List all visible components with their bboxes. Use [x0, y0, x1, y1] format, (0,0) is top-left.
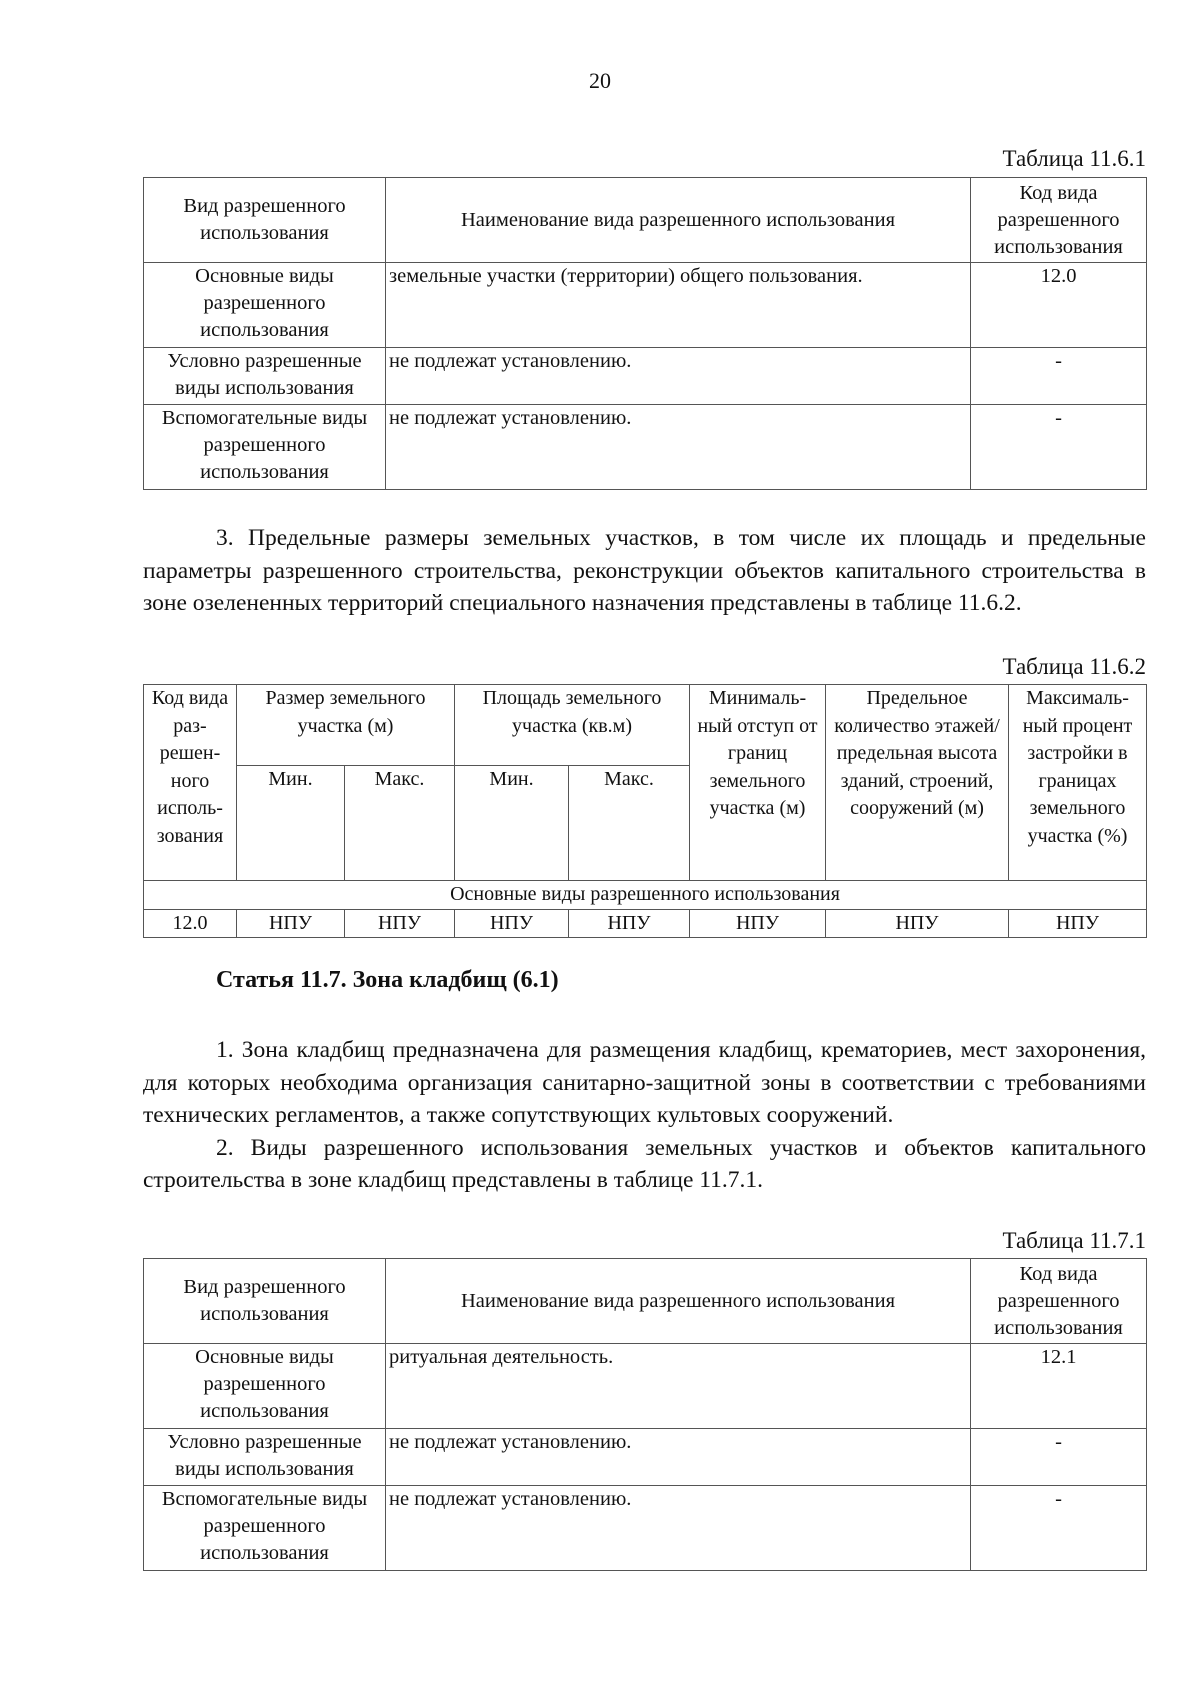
code-cell: - [971, 348, 1147, 405]
header-max: Макс. [345, 766, 455, 881]
section-row [144, 881, 1147, 910]
table-caption: Таблица 11.6.2 [1002, 654, 1146, 679]
value-cell: 12.0 [144, 909, 237, 938]
name-cell: не подлежат установлению. [386, 405, 971, 490]
header-min: Мин. [237, 766, 345, 881]
header-coverage: Максималь-ный процент застройки в границах земельного участка (%) [1009, 685, 1147, 881]
table-header-row [144, 1259, 1147, 1344]
header-area: Площадь земельного участка (кв.м) [455, 685, 690, 766]
kind-cell: Основные виды разрешенного использования [144, 263, 386, 348]
kind-cell: Условно разрешенные виды использования [144, 348, 386, 405]
table-11-6-2 [143, 684, 1147, 938]
value-cell: НПУ [826, 909, 1009, 938]
table-header-row [144, 178, 1147, 263]
header-cell: Код вида разрешенного использования [971, 1259, 1147, 1344]
kind-cell: Вспомогательные виды разрешенного использования [144, 405, 386, 490]
kind-cell: Основные виды разрешенного использования [144, 1344, 386, 1429]
header-cell: Код вида разрешенного использования [971, 178, 1147, 263]
table-row [144, 1486, 1147, 1571]
table-row [144, 263, 1147, 348]
kind-cell: Вспомогательные виды разрешенного использования [144, 1486, 386, 1571]
name-cell: земельные участки (территории) общего пользования. [386, 263, 971, 348]
paragraph-3 [143, 522, 1146, 620]
name-cell: ритуальная деятельность. [386, 1344, 971, 1429]
table-caption: Таблица 11.6.1 [1002, 146, 1146, 171]
name-cell: не подлежат установлению. [386, 1486, 971, 1571]
code-cell: 12.0 [971, 263, 1147, 348]
header-cell: Наименование вида разрешенного использования [386, 178, 971, 263]
code-cell: 12.1 [971, 1344, 1147, 1429]
table-caption: Таблица 11.7.1 [1002, 1228, 1146, 1253]
value-cell: НПУ [690, 909, 826, 938]
header-cell: Наименование вида разрешенного использования [386, 1259, 971, 1344]
header-cell: Вид разрешенного использования [144, 1259, 386, 1344]
code-cell: - [971, 1429, 1147, 1486]
code-cell: - [971, 405, 1147, 490]
header-min: Мин. [455, 766, 569, 881]
value-cell: НПУ [345, 909, 455, 938]
table-row [144, 1429, 1147, 1486]
kind-cell: Условно разрешенные виды использования [144, 1429, 386, 1486]
table-row [144, 1344, 1147, 1429]
table-11-7-1 [143, 1258, 1147, 1571]
header-code: Код вида раз-решен-ного исполь-зования [144, 685, 237, 881]
table-row [144, 348, 1147, 405]
paragraph-1: 1. Зона кладбищ предназначена для размещения кладбищ, крематориев, мест захоронения, для которых необходима организация санитарно-защитной зоны в соответствии с требованиями технических регламентов, а также сопутствующих культовых сооружений. [143, 1037, 1146, 1128]
paragraph-text: 3. Предельные размеры земельных участков, в том числе их площадь и предельные параметры разрешенного строительства, реконструкции объектов капитального строительства в зоне озелененных территорий специального назначения представлены в таблице 11.6.2. [143, 525, 1146, 616]
header-setback: Минималь-ный отступ от границ земельного участка (м) [690, 685, 826, 881]
header-max: Макс. [569, 766, 690, 881]
code-cell: - [971, 1486, 1147, 1571]
table-row [144, 909, 1147, 938]
header-size: Размер земельного участка (м) [237, 685, 455, 766]
header-cell: Вид разрешенного использования [144, 178, 386, 263]
article-heading: Статья 11.7. Зона кладбищ (6.1) [216, 967, 559, 993]
value-cell: НПУ [237, 909, 345, 938]
table-row [144, 405, 1147, 490]
name-cell: не подлежат установлению. [386, 348, 971, 405]
table-header-row [144, 685, 1147, 766]
table-11-6-1 [143, 177, 1147, 490]
page-number: 20 [589, 68, 611, 93]
value-cell: НПУ [569, 909, 690, 938]
value-cell: НПУ [455, 909, 569, 938]
header-floors: Предельное количество этажей/ предельная высота зданий, строений, сооружений (м) [826, 685, 1009, 881]
value-cell: НПУ [1009, 909, 1147, 938]
paragraph-2: 2. Виды разрешенного использования земельных участков и объектов капитального строительства в зоне кладбищ представлены в таблице 11.7.1. [143, 1134, 1146, 1193]
article-body [143, 1034, 1146, 1197]
name-cell: не подлежат установлению. [386, 1429, 971, 1486]
section-title: Основные виды разрешенного использования [144, 881, 1147, 910]
